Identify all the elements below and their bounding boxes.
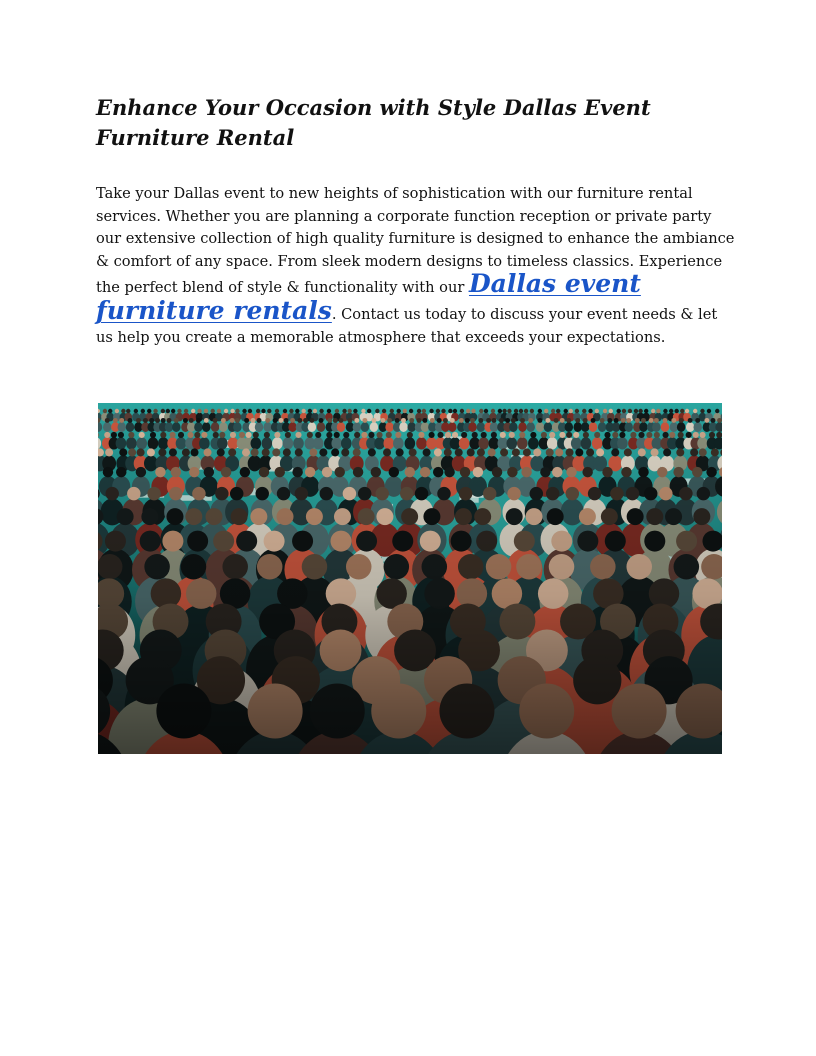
- crowd-illustration: [98, 403, 722, 754]
- body-paragraph: [96, 183, 736, 349]
- furniture-rentals-link[interactable]: Dallas event furniture rentals: [96, 269, 641, 325]
- event-crowd-photo: [98, 403, 722, 754]
- paragraph-text-after-link: . Contact us today to discuss your event needs & let us help you create a memorable atmosphere that exceeds your expectations.: [96, 305, 718, 346]
- document-title: Enhance Your Occasion with Style Dallas Event Furniture Rental: [96, 95, 651, 150]
- paragraph-text-before-link: Take your Dallas event to new heights of sophistication with our furniture rental services. Whether you are planning a corporate function reception or private party our extensive collection of high quality furniture is designed to enhance the ambiance & comfort of any space. From sleek modern designs to timeless classics. Experience the perfect blend of style & functionality with our: [96, 185, 735, 297]
